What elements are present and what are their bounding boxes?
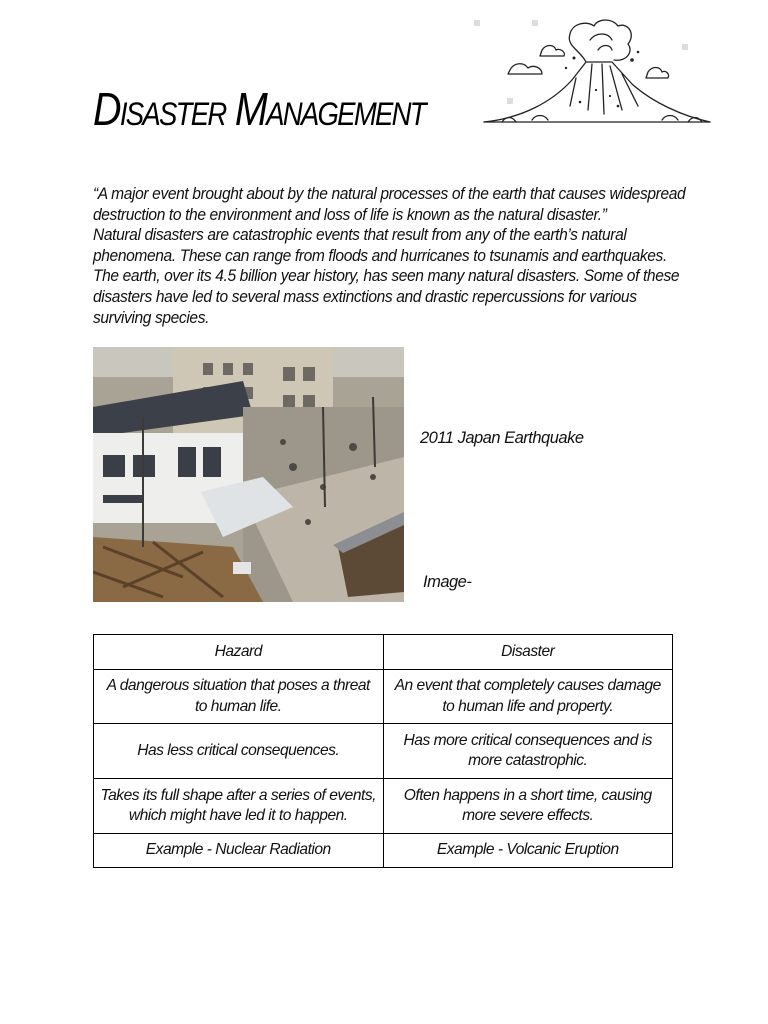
table-row xyxy=(94,834,673,868)
table-header-row xyxy=(94,635,673,670)
table-cell: An event that completely causes damage to human life and property. xyxy=(383,670,673,724)
table-cell: Example - Nuclear Radiation xyxy=(94,834,384,868)
document-title: Disaster Management xyxy=(93,83,425,135)
table-header: Hazard xyxy=(94,635,384,670)
earthquake-photo xyxy=(93,347,404,602)
table-cell: Has more critical consequences and is more catastrophic. xyxy=(383,724,673,779)
table-cell: Takes its full shape after a series of events, which might have led it to happen. xyxy=(94,779,384,834)
table-row xyxy=(94,670,673,724)
hazard-disaster-table xyxy=(93,634,673,868)
image-label: Image- xyxy=(423,573,472,591)
table-cell: Example - Volcanic Eruption xyxy=(383,834,673,868)
table-cell: Has less critical consequences. xyxy=(94,724,384,779)
photo-caption: 2011 Japan Earthquake xyxy=(420,429,584,447)
table-row xyxy=(94,724,673,779)
volcano-sketch xyxy=(462,10,730,144)
table-cell: Often happens in a short time, causing more severe effects. xyxy=(383,779,673,834)
table-row xyxy=(94,779,673,834)
overview-paragraph: Natural disasters are catastrophic events that result from any of the earth’s natural phenomena. These can range from floods and hurricanes to tsunamis and earthquakes. The earth, over its 4.5 billion year history, has seen many natural disasters. Some of these disasters have led to several mass extinctions and drastic repercussions for various surviving species. xyxy=(93,226,680,327)
intro-text xyxy=(93,184,692,328)
table-cell: A dangerous situation that poses a threat to human life. xyxy=(94,670,384,724)
table-header: Disaster xyxy=(383,635,673,670)
definition-quote: “A major event brought about by the natural processes of the earth that causes widespread destruction to the environment and loss of life is known as the natural disaster.” xyxy=(93,185,686,224)
